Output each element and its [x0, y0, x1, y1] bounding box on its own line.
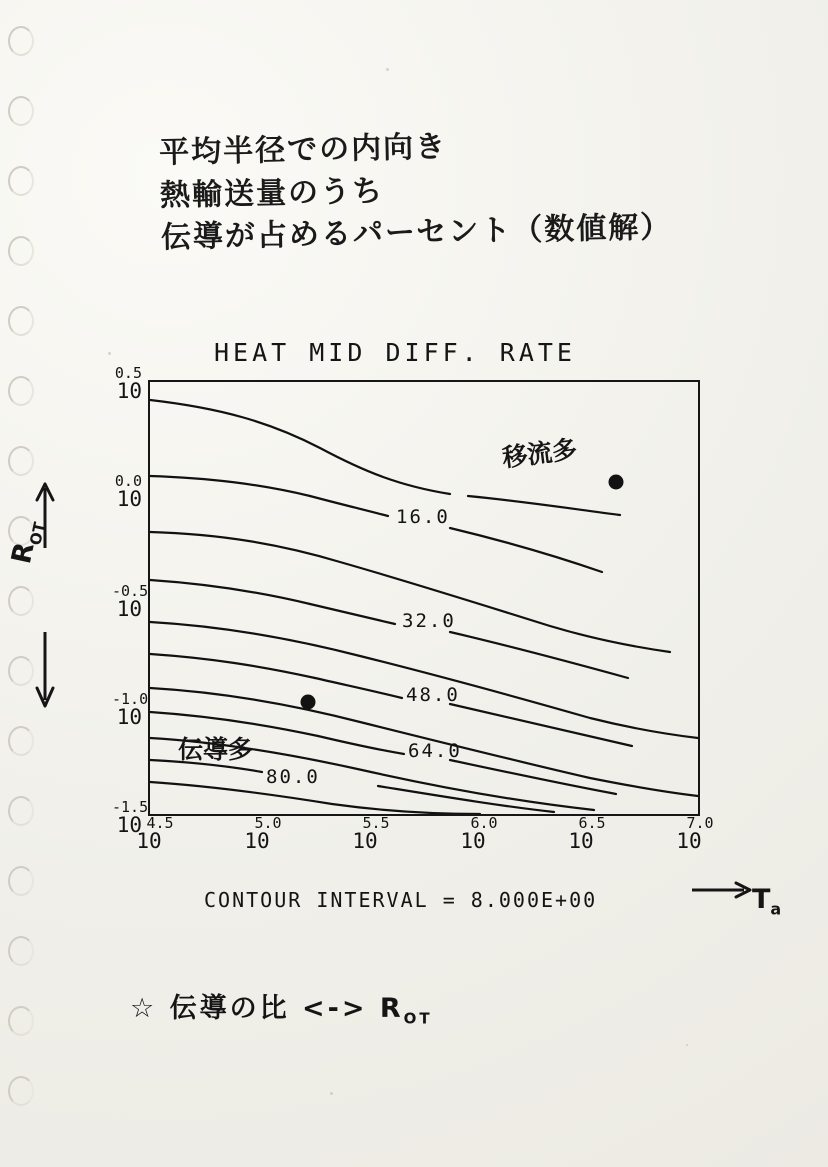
x-tick-4-base: 10 [568, 829, 594, 853]
x-tick-5 [660, 816, 718, 852]
x-tick-3-base: 10 [460, 829, 486, 853]
x-tick-2 [336, 816, 394, 852]
x-axis-arrow-icon [690, 878, 754, 902]
paper-speck [330, 1092, 333, 1095]
y-tick-2-exp: -0.5 [112, 582, 149, 600]
contour-label-16: 16.0 [396, 506, 450, 528]
x-tick-1-exp: 5.0 [254, 814, 282, 832]
plot-frame [148, 380, 700, 816]
x-tick-0 [120, 816, 178, 852]
x-axis-label [752, 884, 781, 918]
contour-label-80: 80.0 [266, 766, 320, 788]
paper-speck [386, 68, 389, 71]
y-axis-arrow-down-icon [30, 630, 60, 710]
y-tick-2 [86, 582, 149, 621]
y-tick-3-exp: -1.0 [112, 690, 149, 708]
footnote-sub: OT [403, 1009, 433, 1028]
contour-chart [86, 332, 746, 952]
marker-advection [609, 475, 624, 490]
y-tick-4-exp: -1.5 [112, 798, 149, 816]
page-title [159, 120, 782, 261]
footnote-text: ☆ 伝導の比 <-> R [130, 993, 404, 1024]
y-tick-1-exp: 0.0 [114, 472, 142, 490]
x-tick-5-base: 10 [676, 829, 702, 853]
spiral-binding-holes [0, 0, 42, 1167]
y-tick-4-base: 10 [116, 813, 142, 837]
x-tick-4-exp: 6.5 [578, 814, 606, 832]
annotation-conduction-many: 伝導多 [178, 735, 254, 764]
y-axis-label-base: R [6, 539, 41, 567]
x-tick-5-exp: 7.0 [686, 814, 714, 832]
y-tick-3-base: 10 [116, 705, 142, 729]
y-tick-0 [86, 366, 142, 402]
footnote [130, 986, 433, 1027]
y-tick-3 [86, 690, 149, 729]
contour-label-64: 64.0 [408, 740, 462, 762]
contour-interval-caption: CONTOUR INTERVAL = 8.000E+00 [204, 888, 598, 912]
x-tick-1-base: 10 [244, 829, 270, 853]
y-tick-0-base: 10 [116, 379, 142, 403]
page-title-line-3: 伝導が占めるパーセント（数値解） [160, 209, 673, 256]
y-tick-1 [86, 474, 142, 510]
page-title-line-1: 平均半径での内向き [158, 129, 448, 171]
x-tick-4 [552, 816, 610, 852]
contour-label-48: 48.0 [406, 684, 460, 706]
x-tick-2-exp: 5.5 [362, 814, 390, 832]
x-axis-label-base: T [752, 884, 771, 915]
y-tick-1-base: 10 [116, 487, 142, 511]
y-axis-label-sub: OT [26, 520, 49, 547]
x-axis-label-sub: a [770, 899, 782, 919]
y-tick-2-base: 10 [116, 597, 142, 621]
x-tick-3 [444, 816, 502, 852]
page-title-line-2: 熱輸送量のうち [159, 173, 385, 214]
chart-title: HEAT MID DIFF. RATE [214, 338, 576, 367]
marker-conduction [301, 695, 316, 710]
x-tick-3-exp: 6.0 [470, 814, 498, 832]
x-tick-0-base: 10 [136, 829, 162, 853]
x-tick-0-exp: 4.5 [146, 814, 174, 832]
y-tick-0-exp: 0.5 [114, 364, 142, 382]
paper-speck [686, 1044, 688, 1046]
x-tick-1 [228, 816, 286, 852]
x-tick-2-base: 10 [352, 829, 378, 853]
contour-label-32: 32.0 [402, 610, 456, 632]
annotation-advection-many: 移流多 [500, 434, 579, 473]
